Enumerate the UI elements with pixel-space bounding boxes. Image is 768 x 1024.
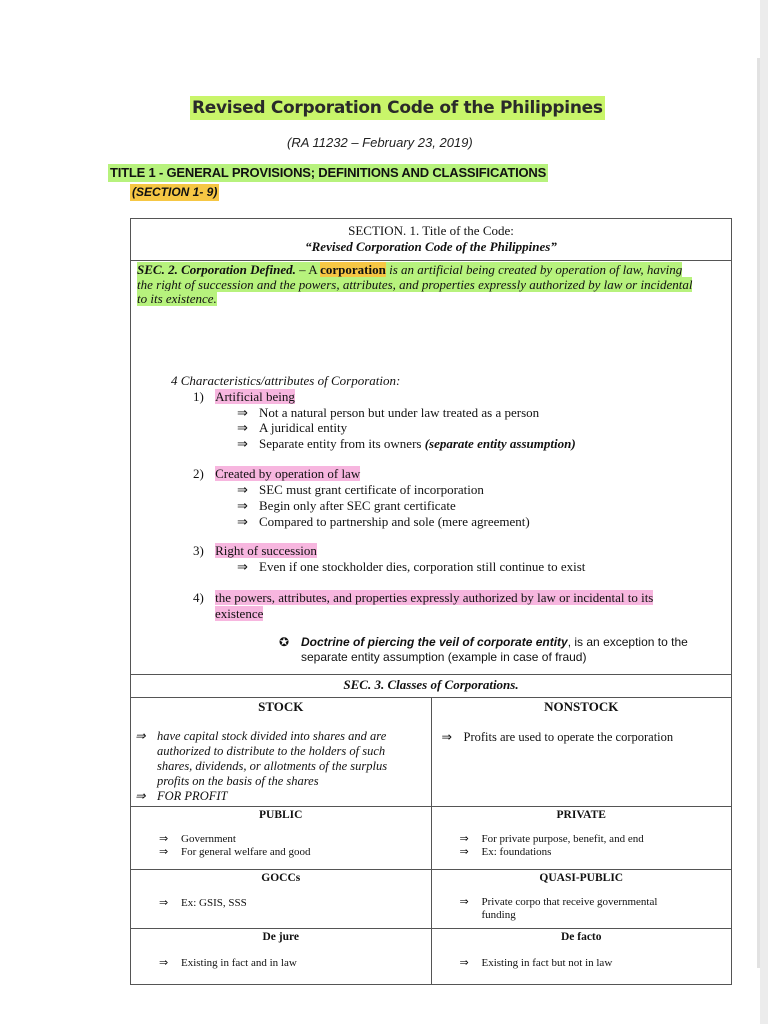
doctrine-rest: , is an exception to the xyxy=(567,635,688,649)
point-text: A juridical entity xyxy=(259,420,348,435)
arrow-icon: ⇒ xyxy=(159,833,169,845)
arrow-icon: ⇒ xyxy=(459,846,469,858)
provisions-table xyxy=(130,218,732,985)
stock-line: profits on the basis of the shares xyxy=(157,774,319,788)
public-list xyxy=(159,833,431,859)
de-facto-item-text: Existing in fact but not in law xyxy=(481,957,613,969)
characteristic-2 xyxy=(193,466,360,482)
characteristic-3 xyxy=(193,543,317,559)
arrow-icon: ⇒ xyxy=(237,559,248,574)
goccs-cell xyxy=(131,870,432,929)
definition-line-3: to its existence. xyxy=(137,291,217,306)
de-facto-heading: De facto xyxy=(560,931,602,943)
bullet-point xyxy=(237,436,576,452)
private-heading: PRIVATE xyxy=(556,809,606,821)
section-2-cell xyxy=(131,261,732,675)
private-item-text: Ex: foundations xyxy=(481,846,552,858)
characteristic-4-line2 xyxy=(215,606,263,622)
section-1-line1: SECTION. 1. Title of the Code: xyxy=(348,223,514,238)
quasi-public-heading: QUASI-PUBLIC xyxy=(539,872,624,884)
doctrine-note xyxy=(279,635,688,649)
stock-cell xyxy=(131,698,432,807)
characteristic-label: Artificial being xyxy=(215,389,295,404)
nonstock-description xyxy=(442,729,732,745)
goccs-item-text: Ex: GSIS, SSS xyxy=(181,897,247,909)
bullet-point xyxy=(237,482,484,498)
section-2-dash: – A xyxy=(295,262,321,277)
bullet-point xyxy=(237,405,539,421)
private-item-text: For private purpose, benefit, and end xyxy=(481,833,644,845)
private-item xyxy=(460,833,732,846)
bullet-point xyxy=(237,420,347,436)
arrow-icon: ⇒ xyxy=(237,498,248,513)
circle-bullet-icon: ✪ xyxy=(279,635,290,649)
arrow-icon: ⇒ xyxy=(237,405,248,420)
arrow-icon: ⇒ xyxy=(459,957,469,969)
de-facto-item xyxy=(460,956,732,969)
title-1-heading: TITLE 1 - GENERAL PROVISIONS; DEFINITIONS AND CLASSIFICATIONS xyxy=(110,165,547,180)
private-item xyxy=(460,846,732,859)
arrow-icon: ⇒ xyxy=(159,897,169,909)
point-text: Begin only after SEC grant certificate xyxy=(259,498,456,513)
definition-line-2: the right of succession and the powers, attributes, and properties expressly authorized by law or incidental xyxy=(137,276,693,292)
section-3-heading: SEC. 3. Classes of Corporations. xyxy=(131,675,732,698)
arrow-icon: ⇒ xyxy=(237,514,248,529)
page-edge-line xyxy=(757,58,760,968)
characteristic-label: Created by operation of law xyxy=(215,466,361,481)
characteristic-label-line2: existence xyxy=(215,606,264,621)
document-subtitle: (RA 11232 – February 23, 2019) xyxy=(287,135,473,150)
doctrine-title: Doctrine of piercing the veil of corporate entity xyxy=(301,635,568,649)
item-number: 2) xyxy=(193,466,204,481)
bullet-point xyxy=(237,559,585,575)
arrow-icon: ⇒ xyxy=(237,420,248,435)
corporation-term: corporation xyxy=(320,262,386,277)
stock-line: shares, dividends, or allotments of the surplus xyxy=(157,759,388,773)
public-item xyxy=(159,846,431,859)
section-range: (SECTION 1- 9) xyxy=(132,185,218,199)
de-jure-cell xyxy=(131,929,432,985)
quasi-public-cell xyxy=(431,870,732,929)
arrow-icon: ⇒ xyxy=(459,896,469,908)
point-text: SEC must grant certificate of incorporation xyxy=(259,482,484,497)
public-item-text: Government xyxy=(181,833,236,845)
item-number: 3) xyxy=(193,543,204,558)
page-edge xyxy=(760,0,768,1024)
arrow-icon: ⇒ xyxy=(237,436,248,451)
arrow-icon: ⇒ xyxy=(135,729,146,743)
bold-note: (separate entity assumption) xyxy=(424,436,576,451)
characteristic-4 xyxy=(193,590,653,606)
section-1-line2: “Revised Corporation Code of the Philippines” xyxy=(305,239,557,254)
item-number: 4) xyxy=(193,590,204,605)
private-cell xyxy=(431,807,732,870)
point-text: Not a natural person but under law treated as a person xyxy=(259,405,540,420)
stock-description xyxy=(135,729,431,804)
bullet-point xyxy=(237,498,456,514)
arrow-icon: ⇒ xyxy=(237,482,248,497)
arrow-icon: ⇒ xyxy=(159,957,169,969)
section-2-lead: SEC. 2. Corporation Defined. xyxy=(137,262,296,277)
public-cell xyxy=(131,807,432,870)
doctrine-line2: separate entity assumption (example in case of fraud) xyxy=(301,650,587,664)
de-jure-item-text: Existing in fact and in law xyxy=(181,957,297,969)
characteristic-label: Right of succession xyxy=(215,543,317,558)
characteristic-label-line1: the powers, attributes, and properties expressly authorized by law or incidental to its xyxy=(215,590,654,605)
quasi-public-line1: Private corpo that receive governmental xyxy=(481,896,658,908)
public-item-text: For general welfare and good xyxy=(181,846,311,858)
characteristics-heading: 4 Characteristics/attributes of Corporation: xyxy=(171,373,401,388)
definition-line-1: is an artificial being created by operation of law, having xyxy=(385,262,683,277)
bullet-point xyxy=(237,514,530,530)
section-1-cell xyxy=(131,219,732,261)
point-text: Separate entity from its owners xyxy=(259,436,425,451)
goccs-heading: GOCCs xyxy=(261,872,301,884)
point-text: Even if one stockholder dies, corporation still continue to exist xyxy=(259,559,586,574)
nonstock-heading: NONSTOCK xyxy=(544,699,619,714)
item-number: 1) xyxy=(193,389,204,404)
arrow-icon: ⇒ xyxy=(159,846,169,858)
arrow-icon: ⇒ xyxy=(459,833,469,845)
stock-line: have capital stock divided into shares and are xyxy=(157,729,387,743)
de-jure-heading: De jure xyxy=(262,931,299,943)
quasi-public-item xyxy=(460,896,732,922)
stock-line: authorized to distribute to the holders of such xyxy=(157,744,386,758)
arrow-icon: ⇒ xyxy=(441,730,452,744)
quasi-public-line2: funding xyxy=(481,909,516,921)
private-list xyxy=(460,833,732,859)
characteristic-1 xyxy=(193,389,295,405)
stock-profit-text: FOR PROFIT xyxy=(157,789,228,803)
arrow-icon: ⇒ xyxy=(135,789,146,803)
section-2-definition xyxy=(131,261,731,307)
nonstock-text: Profits are used to operate the corporation xyxy=(463,730,674,744)
goccs-item xyxy=(159,896,431,909)
nonstock-cell xyxy=(431,698,732,807)
stock-heading: STOCK xyxy=(258,699,304,714)
point-text: Compared to partnership and sole (mere agreement) xyxy=(259,514,530,529)
public-heading: PUBLIC xyxy=(259,809,303,821)
de-facto-cell xyxy=(431,929,732,985)
de-jure-item xyxy=(159,956,431,969)
document-title: Revised Corporation Code of the Philippines xyxy=(192,98,603,118)
stock-profit xyxy=(135,789,431,804)
public-item xyxy=(159,833,431,846)
section-2-definition-highlight xyxy=(137,262,692,306)
